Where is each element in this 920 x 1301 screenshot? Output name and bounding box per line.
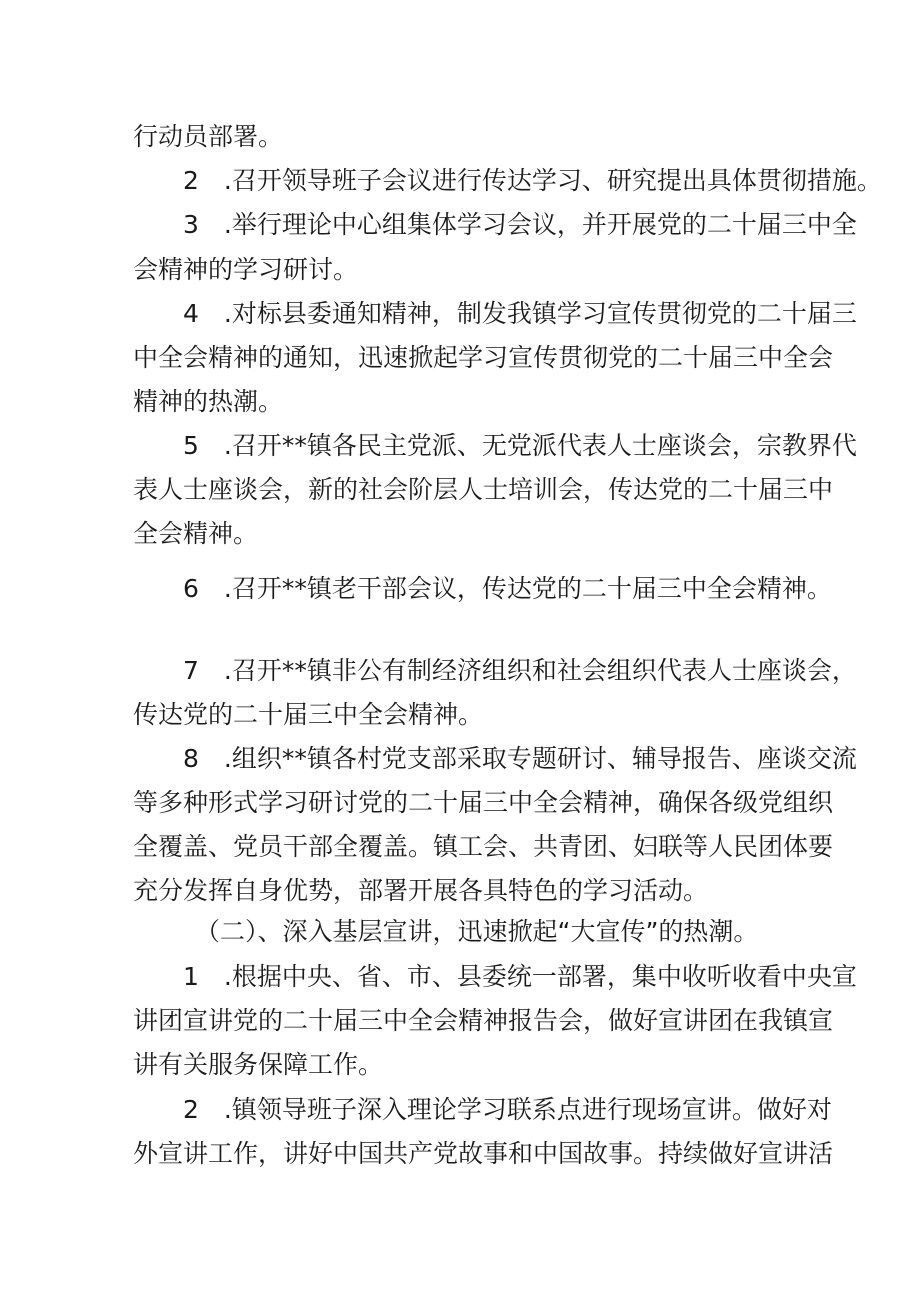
text-line: 中全会精神的通知，迅速掀起学习宣传贯彻党的二十届三中全会 (133, 343, 834, 372)
text-line: 传达党的二十届三中全会精神。 (133, 700, 484, 729)
text-line: 讲有关服务保障工作。 (133, 1050, 384, 1079)
text-line: 等多种形式学习研讨党的二十届三中全会精神，确保各级党组织 (133, 788, 834, 817)
text-line: 7 .召开**镇非公有制经济组织和社会组织代表人士座谈会， (183, 656, 857, 685)
text-line: 2 .镇领导班子深入理论学习联系点进行现场宣讲。做好对 (183, 1095, 832, 1124)
text-line: 充分发挥自身优势，部署开展各具特色的学习活动。 (133, 876, 709, 905)
text-line: 行动员部署。 (133, 122, 284, 151)
text-line: 4 .对标县委通知精神，制发我镇学习宣传贯彻党的二十届三 (183, 299, 857, 328)
text-line: 3 .举行理论中心组集体学习会议，并开展党的二十届三中全 (183, 210, 857, 239)
text-line: 会精神的学习研讨。 (133, 255, 359, 284)
text-line: 表人士座谈会，新的社会阶层人士培训会，传达党的二十届三中 (133, 475, 834, 504)
text-line: 1 .根据中央、省、市、县委统一部署，集中收听收看中央宣 (183, 962, 857, 991)
text-line: 2 .召开领导班子会议进行传达学习、研究提出具体贯彻措施。 (183, 166, 882, 195)
text-line: 精神的热潮。 (133, 387, 284, 416)
text-line: 外宣讲工作，讲好中国共产党故事和中国故事。持续做好宣讲活 (133, 1139, 834, 1168)
section-heading: （二）、深入基层宣讲，迅速掀起“大宣传”的热潮。 (195, 917, 759, 946)
text-line: 全覆盖、党员干部全覆盖。镇工会、共青团、妇联等人民团体要 (133, 832, 834, 861)
text-line: 5 .召开**镇各民主党派、无党派代表人士座谈会，宗教界代 (183, 431, 857, 460)
text-line: 讲团宣讲党的二十届三中全会精神报告会，做好宣讲团在我镇宣 (133, 1006, 834, 1035)
text-line: 6 .召开**镇老干部会议，传达党的二十届三中全会精神。 (183, 574, 832, 603)
text-line: 8 .组织**镇各村党支部采取专题研讨、辅导报告、座谈交流 (183, 744, 857, 773)
text-line: 全会精神。 (133, 519, 259, 548)
